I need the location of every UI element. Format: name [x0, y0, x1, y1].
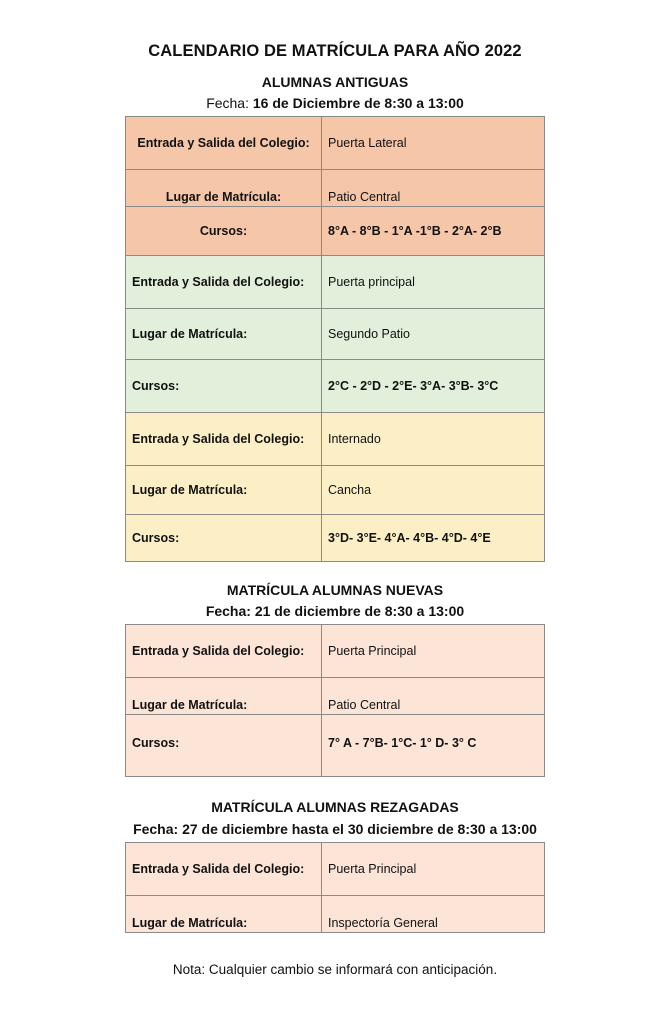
table-row [126, 309, 545, 360]
row-key: Entrada y Salida del Colegio: [126, 843, 322, 896]
table-row [126, 515, 545, 562]
row-value: Puerta Principal [322, 625, 545, 678]
document-title: CALENDARIO DE MATRÍCULA PARA AÑO 2022 [148, 42, 522, 60]
section-title-rezagadas: MATRÍCULA ALUMNAS REZAGADAS [211, 799, 459, 815]
row-key: Entrada y Salida del Colegio: [126, 413, 322, 466]
table-row [126, 360, 545, 413]
section-date-nuevas: Fecha: 21 de diciembre de 8:30 a 13:00 [205, 603, 465, 619]
row-value: Inspectoría General [322, 896, 545, 933]
row-value: Puerta principal [322, 256, 545, 309]
table-row [126, 625, 545, 678]
table-nuevas [125, 624, 545, 777]
table-row [126, 678, 545, 715]
row-key: Cursos: [126, 515, 322, 562]
section-date-rezagadas: Fecha: 27 de diciembre hasta el 30 diciembre de 8:30 a 13:00 [133, 821, 537, 837]
row-key: Cursos: [126, 715, 322, 777]
row-key: Lugar de Matrícula: [126, 170, 322, 207]
table-row [126, 843, 545, 896]
row-key: Entrada y Salida del Colegio: [126, 625, 322, 678]
table-row [126, 170, 545, 207]
row-value: Segundo Patio [322, 309, 545, 360]
row-key: Cursos: [126, 360, 322, 413]
row-key: Cursos: [126, 207, 322, 256]
row-value: Puerta Principal [322, 843, 545, 896]
table-row [126, 896, 545, 933]
row-value: 2°C - 2°D - 2°E- 3°A- 3°B- 3°C [322, 360, 545, 413]
table-row [126, 207, 545, 256]
date-value: 16 de Diciembre de 8:30 a 13:00 [252, 95, 464, 111]
row-value: Patio Central [322, 678, 545, 715]
row-key: Entrada y Salida del Colegio: [126, 117, 322, 170]
table-row [126, 466, 545, 515]
row-value: Puerta Lateral [322, 117, 545, 170]
row-value: Patio Central [322, 170, 545, 207]
row-value: Internado [322, 413, 545, 466]
row-key: Lugar de Matrícula: [126, 896, 322, 933]
table-row [126, 256, 545, 309]
row-key: Entrada y Salida del Colegio: [126, 256, 322, 309]
row-value: Cancha [322, 466, 545, 515]
date-label: Fecha: [206, 95, 249, 111]
table-row [126, 413, 545, 466]
row-value: 3°D- 3°E- 4°A- 4°B- 4°D- 4°E [322, 515, 545, 562]
table-rezagadas [125, 842, 545, 933]
row-key: Lugar de Matrícula: [126, 466, 322, 515]
table-antiguas [125, 116, 545, 562]
footer-note: Nota: Cualquier cambio se informará con anticipación. [172, 962, 498, 977]
row-value: 7° A - 7°B- 1°C- 1° D- 3° C [322, 715, 545, 777]
section-date-antiguas [0, 95, 670, 111]
row-key: Lugar de Matrícula: [126, 678, 322, 715]
row-key: Lugar de Matrícula: [126, 309, 322, 360]
section-title-antiguas: ALUMNAS ANTIGUAS [261, 74, 409, 90]
section-title-nuevas: MATRÍCULA ALUMNAS NUEVAS [226, 582, 444, 598]
table-row [126, 117, 545, 170]
table-row [126, 715, 545, 777]
row-value: 8°A - 8°B - 1°A -1°B - 2°A- 2°B [322, 207, 545, 256]
